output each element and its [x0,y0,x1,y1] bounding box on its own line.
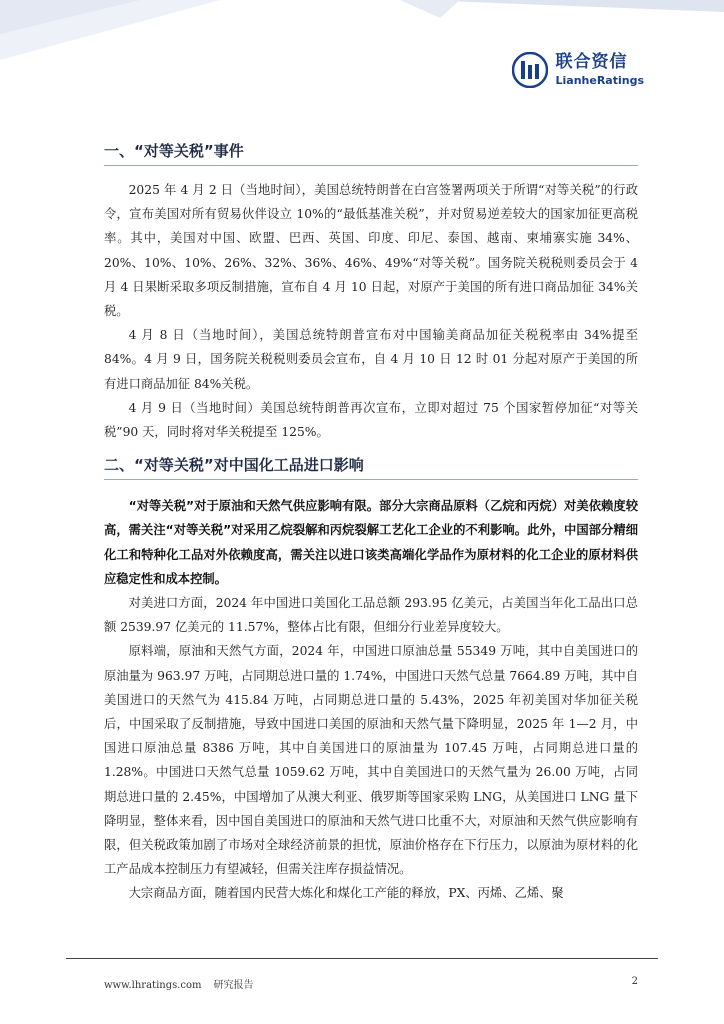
section-1-heading: 一、“对等关税”事件 [104,140,638,166]
section-2-paragraph: 对美进口方面，2024 年中国进口美国化工品总额 293.95 亿美元，占美国当年化工品出口总额 2539.97 亿美元的 11.57%，整体占比有限，但细分行业差异度较大。 [104,596,638,635]
section-2-paragraph: 大宗商品方面，随着国内民营大炼化和煤化工产能的释放，PX、丙烯、乙烯、聚 [128,886,564,901]
section-2-paragraph: 原料端，原油和天然气方面，2024 年，中国进口原油总量 55349 万吨，其中自美国进口的原油量为 963.97 万吨，占同期总进口量的 1.74%，中国进口天然气总量 7664.89 万吨，其中自美国进口的天然气为 415.84 万吨，占同期总进口量的 5.43%，2025 年初美国对华加征关税后，中国采取了反制措施，导致中国进口美国的原油和天然气量下降明显，2025 年 1—2 月，中国进口原油总量 8386 万吨，其中自美国进口的原油量为 107.45 万吨，占同期总进口量的 1.28%。中国进口天然气总量 1059.62 万吨，其中自美国进口的天然气量为 26.00 万吨，占同期总进口量的 2.45%，中国增加了从澳大利亚、俄罗斯等国家采购 LNG，从美国进口 LNG 量下降明显，整体来看，因中国自美国进口的原油和天然气进口比重不大，对原油和天然气供应影响有限，但关税政策加剧了市场对全球经济前景的担忧，原油价格存在下行压力，以原油为原材料的化工产品成本控制压力有望减轻，但需关注库存损益情况。 [104,644,638,877]
footer-website-link[interactable]: www.lhratings.com [104,980,202,991]
company-logo [512,52,645,88]
lianhe-logo-icon [512,52,548,88]
section-2-lead-paragraph: “对等关税”对于原油和天然气供应影响有限。部分大宗商品原料（乙烷和丙烷）对美依赖度较高，需关注“对等关税”对采用乙烷裂解和丙烷裂解工艺化工企业的不利影响。此外，中国部分精细化工和特种化工品对外依赖度高，需关注以进口该类高端化学品作为原材料的化工企业的原材料供应稳定性和成本控制。 [104,499,638,586]
section-1-paragraph: 2025 年 4 月 2 日（当地时间），美国总统特朗普在白宫签署两项关于所谓“对等关税”的行政令，宣布美国对所有贸易伙伴设立 10%的“最低基准关税”，并对贸易逆差较大的国家加征更高税率。其中，美国对中国、欧盟、巴西、英国、印度、印尼、泰国、越南、柬埔寨实施 34%、20%、10%、10%、26%、32%、36%、46%、49%“对等关税”。国务院关税税则委员会于 4 月 4 日果断采取多项反制措施，宣布自 4 月 10 日起，对原产于美国的所有进口商品加征 34%关税。 [104,183,638,319]
corner-decoration-top-right [400,0,724,30]
section-2-heading: 二、“对等关税”对中国化工品进口影响 [104,454,638,480]
footer-divider [66,958,658,959]
document-body [104,140,638,906]
footer-doc-type: 研究报告 [213,980,254,991]
logo-chinese-name: 联合资信 [555,52,628,72]
section-1-paragraph: 4 月 8 日（当地时间），美国总统特朗普宣布对中国输美商品加征关税税率由 34%提至 84%。4 月 9 日，国务院关税税则委员会宣布，自 4 月 10 日 12 时 01 分起对原产于美国的所有进口商品加征 84%关税。 [104,328,638,391]
page-number: 2 [631,976,638,987]
corner-decoration-top-left [0,0,220,80]
footer-info [104,976,254,991]
section-1-paragraph: 4 月 9 日（当地时间）美国总统特朗普再次宣布，立即对超过 75 个国家暂停加征“对等关税”90 天，同时将对华关税提至 125%。 [104,400,638,440]
logo-english-name: LianheRatings [555,74,644,87]
